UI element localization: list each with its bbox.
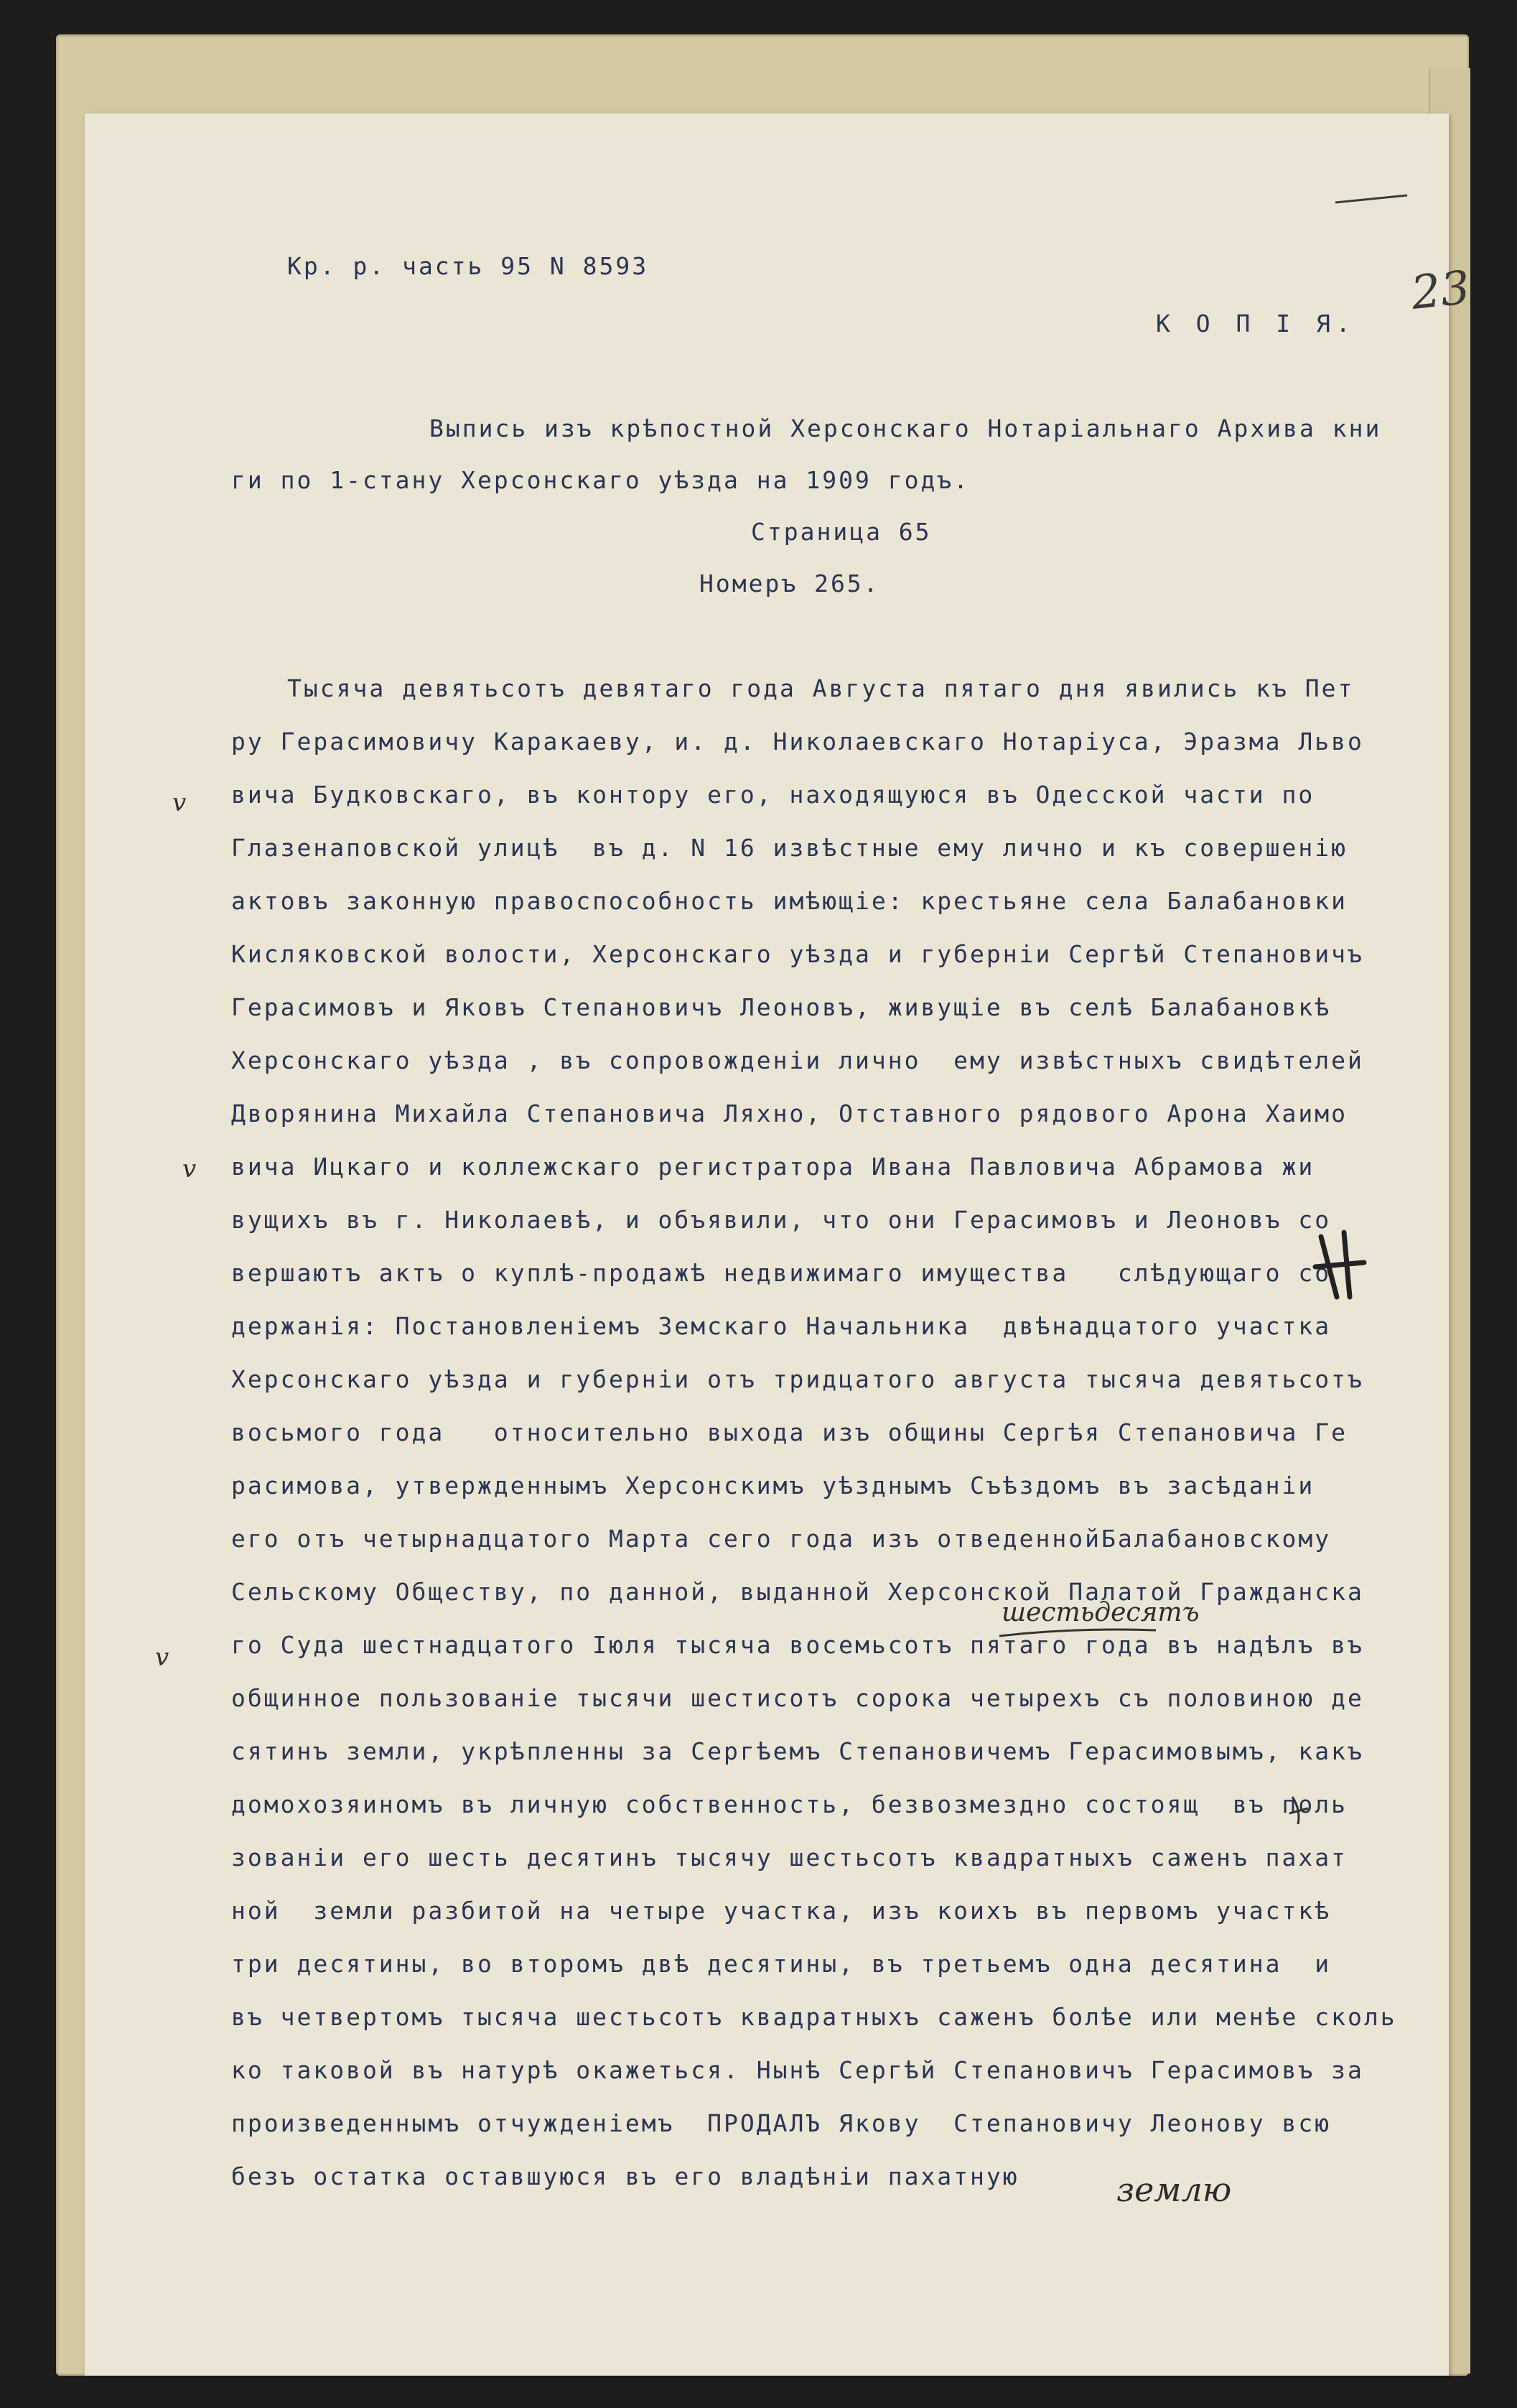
body-line: его отъ четырнадцатого Марта сего года изъ отведеннойБалабановскому: [231, 1525, 1332, 1553]
body-line: общинное пользованіе тысячи шестисотъ сорока четырехъ съ половиною де: [231, 1684, 1364, 1712]
body-line: Кисляковской волости, Херсонскаго уѣзда и губерніи Сергѣй Степановичъ: [231, 940, 1364, 968]
handwritten-insertion: шестьдесятъ: [1002, 1598, 1200, 1627]
body-line: Тысяча девятьсотъ девятаго года Августа пятаго дня явились къ Пет: [287, 674, 1355, 702]
body-line: ру Герасимовичу Каракаеву, и. д. Николаевскаго Нотаріуса, Эразма Льво: [231, 727, 1364, 756]
page-reference: Страница 65: [751, 518, 932, 546]
body-line: произведеннымъ отчужденіемъ ПРОДАЛЪ Якову Степановичу Леонову всю: [231, 2109, 1332, 2137]
body-line: держанія: Постановленіемъ Земскаго Начальника двѣнадцатого участка: [231, 1312, 1332, 1340]
margin-check-mark: v: [155, 1643, 169, 1672]
body-line: въ четвертомъ тысяча шестьсотъ квадратныхъ саженъ болѣе или менѣе сколь: [231, 2003, 1397, 2031]
intro-line: ги по 1-стану Херсонскаго уѣзда на 1909 годъ.: [231, 466, 971, 494]
body-line: го Суда шестнадцатого Іюля тысяча восемьсотъ пятаго года въ надѣлъ въ: [231, 1631, 1364, 1659]
body-line: вущихъ въ г. Николаевѣ, и объявили, что они Герасимовъ и Леоновъ со: [231, 1206, 1332, 1234]
document-page: [85, 113, 1473, 2376]
handwritten-word: землю: [1116, 2170, 1232, 2209]
folio-number: 23: [1409, 261, 1473, 321]
body-line: вершаютъ актъ о куплѣ-продажѣ недвижимаго имущества слѣдующаго со: [231, 1259, 1332, 1287]
body-line: Глазенаповской улицѣ въ д. N 16 извѣстные ему лично и къ совершенію: [231, 834, 1348, 862]
record-number: Номеръ 265.: [699, 570, 880, 598]
archive-reference: Кр. р. часть 95 N 8593: [287, 252, 649, 280]
body-line: вича Будковскаго, въ контору его, находящуюся въ Одесской части по: [231, 781, 1315, 809]
body-line: Герасимовъ и Яковъ Степановичъ Леоновъ, живущіе въ селѣ Балабановкѣ: [231, 993, 1332, 1021]
body-line: Дворянина Михайла Степановича Ляхно, Отставного рядового Арона Хаимо: [231, 1100, 1348, 1128]
body-line: домохозяиномъ въ личную собственность, безвозмездно состоящ въ поль: [231, 1790, 1348, 1818]
body-line: сятинъ земли, укрѣпленны за Сергѣемъ Степановичемъ Герасимовымъ, какъ: [231, 1737, 1364, 1765]
body-line: вича Ицкаго и коллежскаго регистратора Ивана Павловича Абрамова жи: [231, 1153, 1315, 1181]
body-line: ной земли разбитой на четыре участка, изъ коихъ въ первомъ участкѣ: [231, 1897, 1332, 1925]
intro-line: Выпись изъ крѣпостной Херсонскаго Нотаріальнаго Архива кни: [429, 414, 1382, 442]
margin-check-mark: v: [172, 789, 187, 817]
body-line: безъ остатка оставшуюся въ его владѣніи пахатную: [231, 2162, 1019, 2190]
margin-check-mark: v: [182, 1155, 197, 1184]
body-line: актовъ законную правоспособность имѣющіе: крестьяне села Балабановки: [231, 887, 1348, 915]
body-line: ко таковой въ натурѣ окажеться. Нынѣ Сергѣй Степановичъ Герасимовъ за: [231, 2056, 1364, 2084]
body-line: Херсонскаго уѣзда и губерніи отъ тридцатого августа тысяча девятьсотъ: [231, 1365, 1364, 1393]
body-line: три десятины, во второмъ двѣ десятины, въ третьемъ одна десятина и: [231, 1950, 1332, 1978]
body-line: Сельскому Обществу, по данной, выданной Херсонской Палатой Гражданска: [231, 1578, 1364, 1606]
body-line: расимова, утвержденнымъ Херсонскимъ уѣзднымъ Съѣздомъ въ засѣданіи: [231, 1472, 1315, 1500]
body-line: зованіи его шесть десятинъ тысячу шестьсотъ квадратныхъ саженъ пахат: [231, 1844, 1348, 1872]
document-title: К О П І Я.: [1156, 310, 1356, 338]
body-line: Херсонскаго уѣзда , въ сопровожденіи лично ему извѣстныхъ свидѣтелей: [231, 1046, 1364, 1074]
body-line: восьмого года относительно выхода изъ общины Сергѣя Степановича Ге: [231, 1418, 1348, 1446]
